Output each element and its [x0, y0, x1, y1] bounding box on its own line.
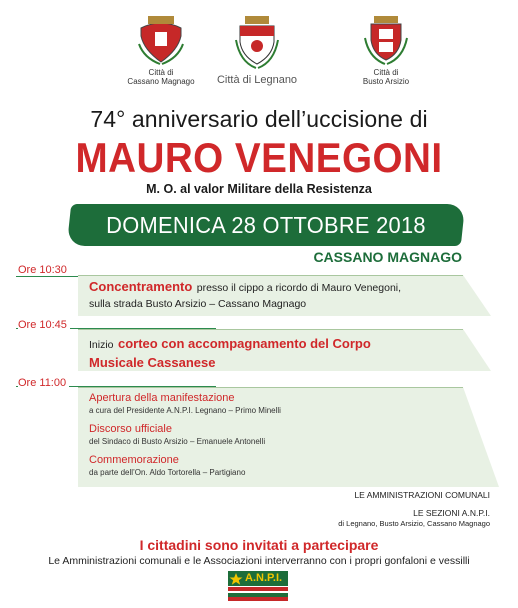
crest-left-line2: Cassano Magnago	[127, 77, 195, 86]
crest-right-line1: Città di	[373, 68, 399, 77]
invite-title: I cittadini sono invitati a partecipare	[139, 537, 379, 553]
schedule-item-1	[89, 278, 489, 310]
signature-line2: LE SEZIONI A.N.P.I.	[413, 508, 490, 518]
schedule-time-3: Ore 11:00	[18, 377, 69, 389]
schedule-title-1: Concentramento	[89, 279, 193, 294]
crest-middle-name: Città di Legnano	[216, 74, 298, 86]
heading-subtitle: M. O. al valor Militare della Resistenza	[146, 182, 372, 196]
schedule-time-2: Ore 10:45	[18, 319, 70, 331]
anpi-logo	[228, 571, 288, 601]
schedule-item-2	[89, 335, 489, 370]
crest-legnano	[212, 14, 302, 85]
heading-line1: 74° anniversario dell’uccisione di	[90, 106, 428, 132]
schedule-sub-detail-1: a cura del Presidente A.N.P.I. Legnano – Primo Minelli	[89, 406, 281, 415]
legnano-crest-icon	[232, 14, 282, 72]
schedule-sub-detail-3: da parte dell’On. Aldo Tortorella – Partigiano	[89, 468, 246, 477]
schedule-prefix-2: Inizio	[89, 339, 114, 351]
cassano-magnago-crest-icon	[138, 14, 184, 66]
crest-busto-arsizio	[350, 14, 422, 86]
schedule-sub-title-2: Discorso ufficiale	[89, 423, 172, 435]
crest-right-line2: Busto Arsizio	[362, 77, 410, 86]
signature-line3: di Legnano, Busto Arsizio, Cassano Magnago	[338, 519, 490, 528]
schedule-sub-title-1: Apertura della manifestazione	[89, 392, 235, 404]
busto-arsizio-crest-icon	[363, 14, 409, 66]
heading-name: MAURO VENEGONI	[75, 134, 443, 181]
invite-subtitle: Le Amministrazioni comunali e le Associazioni interverranno con i propri gonfaloni e vessilli	[48, 555, 470, 567]
event-date: DOMENICA 28 OTTOBRE 2018	[106, 212, 426, 238]
crest-left-line1: Città di	[148, 68, 174, 77]
crest-cassano-magnago	[126, 14, 196, 86]
event-place: CASSANO MAGNAGO	[313, 249, 462, 265]
anpi-logo-text: A.N.P.I.	[245, 572, 283, 584]
schedule-title2-2: Musicale Cassanese	[89, 355, 216, 370]
schedule-sub-detail-2: del Sindaco di Busto Arsizio – Emanuele Antonelli	[89, 437, 266, 446]
schedule-line2-1: sulla strada Busto Arsizio – Cassano Magnago	[89, 298, 307, 310]
schedule-sub-title-3: Commemorazione	[89, 454, 179, 466]
schedule-title-2: corteo con accompagnamento del Corpo	[117, 336, 371, 351]
signature-line1: LE AMMINISTRAZIONI COMUNALI	[354, 490, 490, 500]
schedule-time-1: Ore 10:30	[18, 264, 70, 276]
schedule-rest-1: presso il cippo a ricordo di Mauro Venegoni,	[196, 282, 402, 294]
schedule-item-3	[89, 392, 469, 477]
